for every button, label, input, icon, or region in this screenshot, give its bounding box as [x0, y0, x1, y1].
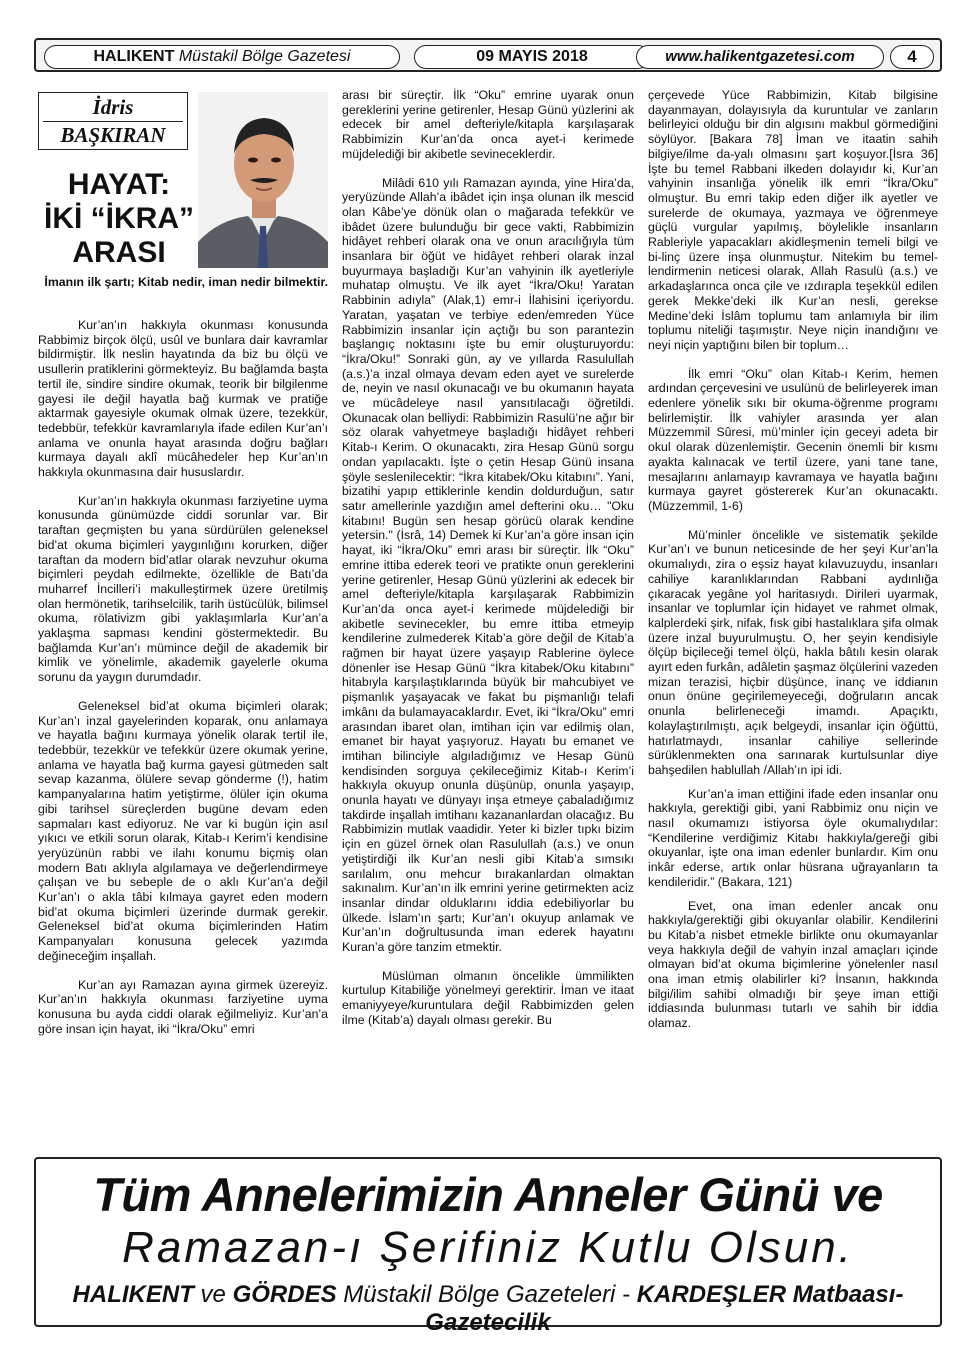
article-lead: İmanın ilk şartı; Kitab nedir, iman nedir bilmektir. — [44, 275, 328, 289]
paragraph: Mü’minler öncelikle ve sistematik şekilde Kur’an’ı ve bunun neticesinde de her şeyi Kur’an’la okumalıydı, zira o eşsiz hayat kılavuzuydu, insanları cahiliye karanlıklarından Rabbani aydınlığa çıkaracak yegâne yol haritasıydı. Dirileri uyarmak, insanlar ve toplumlar için hidayet ve rahmet olmak, kalplerdeki şirk, nifak, fısk gibi hastalıklara şifa olmak üzere inzal buyurulmuştu. O, her şeyin kendisiyle ölçüp biçileceği temel ölçü, hakla bâtılı kesin olarak ayırt eden furkân, adâletin şaşmaz ölçülerini vazeden mizan terazisi, hiçbir düşünce, inanç ve iddianın onun önüne geçirilemeyeceği, doğruların ancak onunla belirleneceği imamdı. Apaçıktı, kolaylaştırılmıştı, açık belgeydi, insanlar için öğüttü, hatırlatmaydı, insanlar cahiliye sellerinde sürüklenmekten ona sarınarak kurtulsunlar diye bahşedilen hablullah /Allah’ın ipi idi. — [648, 527, 938, 777]
publisher-gordes: GÖRDES — [232, 1281, 337, 1308]
column-1-body — [38, 318, 328, 1045]
publisher-mid: Müstakil Bölge Gazeteleri - — [343, 1281, 631, 1308]
paragraph: Müslüman olmanın öncelikle ümmilikten kurtulup Kitabiliğe yönelmeyi gerektirir. İman ve itaat emaniyyeye/kuruntulara değil Rabbimizden gelen ilme (Kitab’a) dayalı olması gerekir. Bu — [342, 968, 634, 1027]
greeting-banner — [34, 1157, 942, 1336]
headline-line-3: ARASI — [72, 236, 166, 269]
website-link[interactable]: www.halikentgazetesi.com — [636, 45, 884, 69]
issue-date: 09 MAYIS 2018 — [414, 45, 650, 69]
headline-line-2: İKİ “İKRA” — [44, 202, 194, 235]
headline-line-1: HAYAT: — [67, 168, 171, 201]
paragraph: Evet, ona iman edenler ancak onu hakkıyla/gerektiği gibi okuyanlar olabilir. Kendilerini bu Kitab’a nisbet etmekle birlikte onu okumayanlar veya hakkıyla değil de vahyin inzal amaçları içinde olmayan bid’at okuma biçimlerine yönelenler nasıl ona iman etmiş olabilirler ki? İnsanın, hakkında bilgi/ilim sahibi olmadığı bir şeye iman ettiği iddiasında bulunması tutarlı ve sahih bir iddia olamaz. — [648, 898, 938, 1031]
author-last-name: BAŞKIRAN — [60, 123, 166, 147]
publisher-halikent: HALIKENT — [72, 1281, 194, 1308]
paragraph: arası bir süreçtir. İlk “Oku” emrine uyarak onun gereklerini yerine getirenler, Hesap Günü yüzlerini ak edecek bir amel defteriyle/kitapla karşılaşarak Rabbimizin Kur’an’da onca ayet-i kerimede müjdelediği bir akibetle sevineceklerdir. — [342, 88, 634, 161]
column-3 — [648, 88, 938, 1040]
paragraph: Kur’an ayı Ramazan ayına girmek üzereyiz. Kur’an’ın hakkıyla okunması farziyetine uyma konusuna bu ayda ciddi olarak eğilmeliyiz. Kur’an’a göre insan için hayat, iki “İkra/Oku” emri — [38, 977, 328, 1036]
banner-line-1: Tüm Annelerimizin Anneler Günü ve — [93, 1168, 883, 1221]
author-divider — [43, 121, 183, 122]
paragraph: İlk emri “Oku” olan Kitab-ı Kerim, hemen ardından çerçevesini ve usulünü de belirleyerek iman edenlere yönelik sıkı bir okuma-öğrenme programı belirlemiştir. İlk vahiyler arasında yer alan Müzzemmil Sûresi, mü’minler için geceyi adeta bir okul olarak düzenlemiştir. Gecenin önemli bir kısmı ayakta kalınacak ve tertil üzere, yani tane tane, mesajlarını anlamayıp kavramaya ve hayatla bağını kurmaya gayret göstererek Kur’an okunacaktı. (Müzzemmil, 1-6) — [648, 366, 938, 513]
author-first-name: İdris — [92, 95, 134, 119]
paragraph: Kur’an’ın hakkıyla okunması farziyetine uyma konusunda günümüzde ciddi sorunlar var. Bir taraftan geçmişten bu yana sürdürülen geleneksel bid’at okuma biçimleri yaygınlığını korurken, diğer taraftan da modern bid’atlar olarak nevzuhur okuma biçimleri peydah edilmekte, özellikle de Batı’da muharref İncilleri’i makulleştirmek üzere üretilmiş olan hermönetik, tarihselcilik, tarih üstücülük, bilimsel okuma, rölativizm gibi yaklaşımlarla Kur’an’a yaklaşma sapması kendini göstermektedir. Bu bağlamda Kur’an’ı mümince değil de akademik bir kimlik ve yönelimle, akademik gayelerle okuma sorunu da yaygın durumdadır. — [38, 493, 328, 685]
newspaper-name-italic: Müstakil Bölge Gazetesi — [178, 48, 351, 65]
paragraph: çerçevede Yüce Rabbimizin, Kitab bilgisine dayanmayan, dolayısıyla da kuruntular ve zanların belirleyici olduğu bir din algısını makbul görmediğini söylüyor. [Bakara 78] İman ve itaatin sahih bilgiye/ilme da-yalı olmasını şart koşuyor.[İsra 36] İşte bu temel Rabbani ilkeden dolayıdır ki, Kur’an vahyinin insanlığa yönelik ilk emri “İkra/Oku” olmuştur. Bu emri takip eden diğer ilk ayetler ve surelerde de okumaya, yazmaya ve öğrenmeye güçlü vurgular yapılmış, böylelikle insanların Rableriyle yapacakları akidleşmenin temeli bilgi ve bi-linç üzere inşa olunmuştur. Nitekim bu temel- lendirmenin neticesi olarak, Allah Rasulü (a.s.) ve arkadaşlarınca onca çile ve ızdırapla teşekkül edilen gerek Mekke’deki ilk Kur’an nesli, gerekse Medine’deki İslâm toplumu tam anlamıyla bir ilim toplumu niteliği taşımıştır. Neye niçin inandığını ve neyi niçin yaptığını bilen bir toplum… — [648, 88, 938, 352]
header-bar — [34, 38, 942, 72]
author-photo — [198, 92, 328, 268]
article-headline — [40, 168, 198, 270]
paragraph: Milâdi 610 yılı Ramazan ayında, yine Hira’da, yeryüzünde Allah’a ibâdet için inşa olunan ilk mescid olan Kâbe’ye dönük olan o mağarada tefekkür ve ibâdet üzere bulunduğu bir gece vakti, Rabbimizin hidâyet rehberi olarak ona ve onun aracılığıyla tüm insanlara bir öğüt ve hidâyet rehberi olarak inzal buyurmaya başladığı Kur’an vahyinin ilk ayetleriyle muhatap olmuştu. Ve ilk ayet “İkra/Oku! Yaratan Rabbinin adıyla” (Alak,1) emr-i İlahisini içeriyordu. Yaratan, yaşatan ve terbiye eden/emreden Yüce Rabbimizin insanlar için açtığı bu son parantezin başlangıç noktasını işte bu emir oluşturuyordu: “İkra/Oku!” Sonraki gün, ay ve yıllarda Rasulullah (a.s.)’a inzal olmaya devam eden ayet ve surelerde de, neyin ve nasıl okunacağı ve bu okumanın hayata ve mücâdeleye nasıl yansıtılacağı öğretildi. Okunacak olan belliydi: Rabbimizin Rasulü’ne ağır bir söz olarak vahyetmeye başladığı hidâyet rehberi Kitab-ı Kerim. O okunacaktı, zira Hesap Günü sorgu ondan yapılacaktı. İşte o çetin Hesap Günü insana şöyle seslenilecektir: “İkra kitabek/Oku kitabını”. Yani, bizatihi yapıp ettiklerinle kendin doldurduğun, satır satır amellerinle yazdığın amel defterini oku… "Oku kitabını! Bugün sen hesap görücü olarak kendine yetersin." (İsrâ, 14) Demek ki Kur’an’a göre insan için hayat, iki “İkra/Oku” emri arası bir süreçtir. İlk “Oku” emrine ittiba ederek teori ve pratikte onun gereklerini yerine getirenler, Hesap Günü yüzlerini ak edecek bir amel defteriyle/kitapla karşılaşarak Rabbimizin Kur’an’da onca ayet-i kerimede müjdelediği bir akibetle sevinecekler, bu emre ittiba etmeyip kendilerine zulmederek Kitab’a göre değil de Kitab’a rağmen bir hayat üzere yaşayıp Rablerine öylece dönenler ise Hesap Günü “İkra kitabek/Oku kitabını” hitabıyla karşılaştıklarında büyük bir mahcubiyet ve pişmanlık yaşayacak ve fakat bu pişmanlığı telafi imkânı da bulamayacaklardır. Evet, iki “İkra/Oku” emri arasından ibaret olan, imtihan için var edilmiş olan, emanet bir hayat yaşıyoruz. Hayatı bu emanet ve imtihan bilinciyle algıladığımız ve Hesap Günü kendisinden sorguya çekileceğimiz Kitab-ı Kerim’i hakkıyla okuyup onunla düşünüp, onunla yaşayıp, onunla hayatı ve dünyayı inşa etmeye çabaladığımız takdirde inşallah imtihanı kazananlardan olacağız. Bu Rabbimizin mutlak vaadidir. Yeter ki bizler tıpkı bizim için en güzel örnek olan Rasulullah (a.s.) ve onun yetiştirdiği ilk Kur’an nesli gibi Kitab’a sımsıkı sarılalım, onu mehcur bırakanlardan olmaktan sakınalım. Kur’an’ın ilk emrini yerine getirmekten aciz insanlar dindar olduklarını iddia edebiliyorlar bu ülkede. İslam’ın şartı; Kur’an’ı okuyup anlamak ve Kur’an’ın doğrultusunda iman ederek hayatını Kuran’a göre tanzim etmektir. — [342, 175, 634, 955]
banner-line-2: Ramazan-ı Şerifiniz Kutlu Olsun. — [122, 1223, 854, 1272]
newspaper-name — [44, 45, 400, 69]
newspaper-name-bold: HALIKENT — [93, 48, 175, 65]
author-byline — [38, 92, 188, 150]
publisher-kardesler: KARDEŞLER — [636, 1281, 787, 1308]
page-number: 4 — [890, 45, 934, 69]
paragraph: Kur’an’a iman ettiğini ifade eden insanlar onu hakkıyla, gerektiği gibi, yani Rabbimiz onu niçin ve nasıl okumamızı istiyorsa öyle okumalıydılar: “Kendilerine verdiğimiz Kitabı hakkıyla/gereği gibi okuyanlar, işte ona iman edenler bunlardır. Kim onu inkâr ederse, artık onlar hüsrana uğrayanların ta kendileridir.” (Bakara, 121) — [648, 786, 938, 889]
banner-publishers — [36, 1281, 940, 1337]
column-2 — [342, 88, 634, 1037]
publisher-tail: Matbaası- Gazetecilik — [425, 1281, 904, 1336]
paragraph: Kur’an’ın hakkıyla okunması konusunda Rabbimiz birçok ölçü, usûl ve bunlara dair kavramlar bildirmiştir. İlk neslin hayatında da biz bu ölçü ve usullerin pratiklerini görmekteyiz. Bu bağlamda başta tertil ile, sindire sindire okumak, teorik bir bilgilenme gayesi ile değil hayatla bağ kurmak ve pratiğe aktarmak gayesiyle okumak olmak üzere, tezekkür, tedebbür, tefekkür kavramlarıyla ifade edilen Kur’an’ı anlama ve onunla hayat arasında doğru bağları kurmaya dayalı aklî mücâhedeler hep Kur’an’ın hakkıyla okunmasına dair hususlardır. — [38, 318, 328, 480]
author-portrait-image — [198, 92, 328, 268]
paragraph: Geleneksel bid’at okuma biçimleri olarak; Kur’an’ı inzal gayelerinden koparak, onu anlamaya ve hayatla bağını kurmaya yönelik olarak tertil ile, tedebbür, tezekkür ve tefekkür üzere okumak yerine, anlama ve hayatla bağ kurma gayesi gütmeden salt sevap kazanma, ölülere sevap gönderme (!), hatim kampanyalarına hatim yetiştirme, ölüler için okuma gibi tarihsel süreçlerden bugüne devam eden sapmaları kast ediyoruz. Ne var ki bugün için asıl yıkıcı ve etkili sorun olarak, Kitab-ı Kerim’i kendisine yeryüzünün rabbi ve ilahı konumu biçmiş olan modern Batı aklıyla algılamaya ve değerlendirmeye çalışan ve bu sebeple de o aklı Kur’an’a değil Kur’an’ı o akla tâbi kılmaya gayret eden modern bid’at okuma biçimleri üzerinde durmak gerekir. Geleneksel bid’at okuma biçimlerinden Hatim Kampanyaları konusuna gelecek yazımda değineceğim inşallah. — [38, 698, 328, 963]
publisher-and: ve — [200, 1281, 226, 1308]
